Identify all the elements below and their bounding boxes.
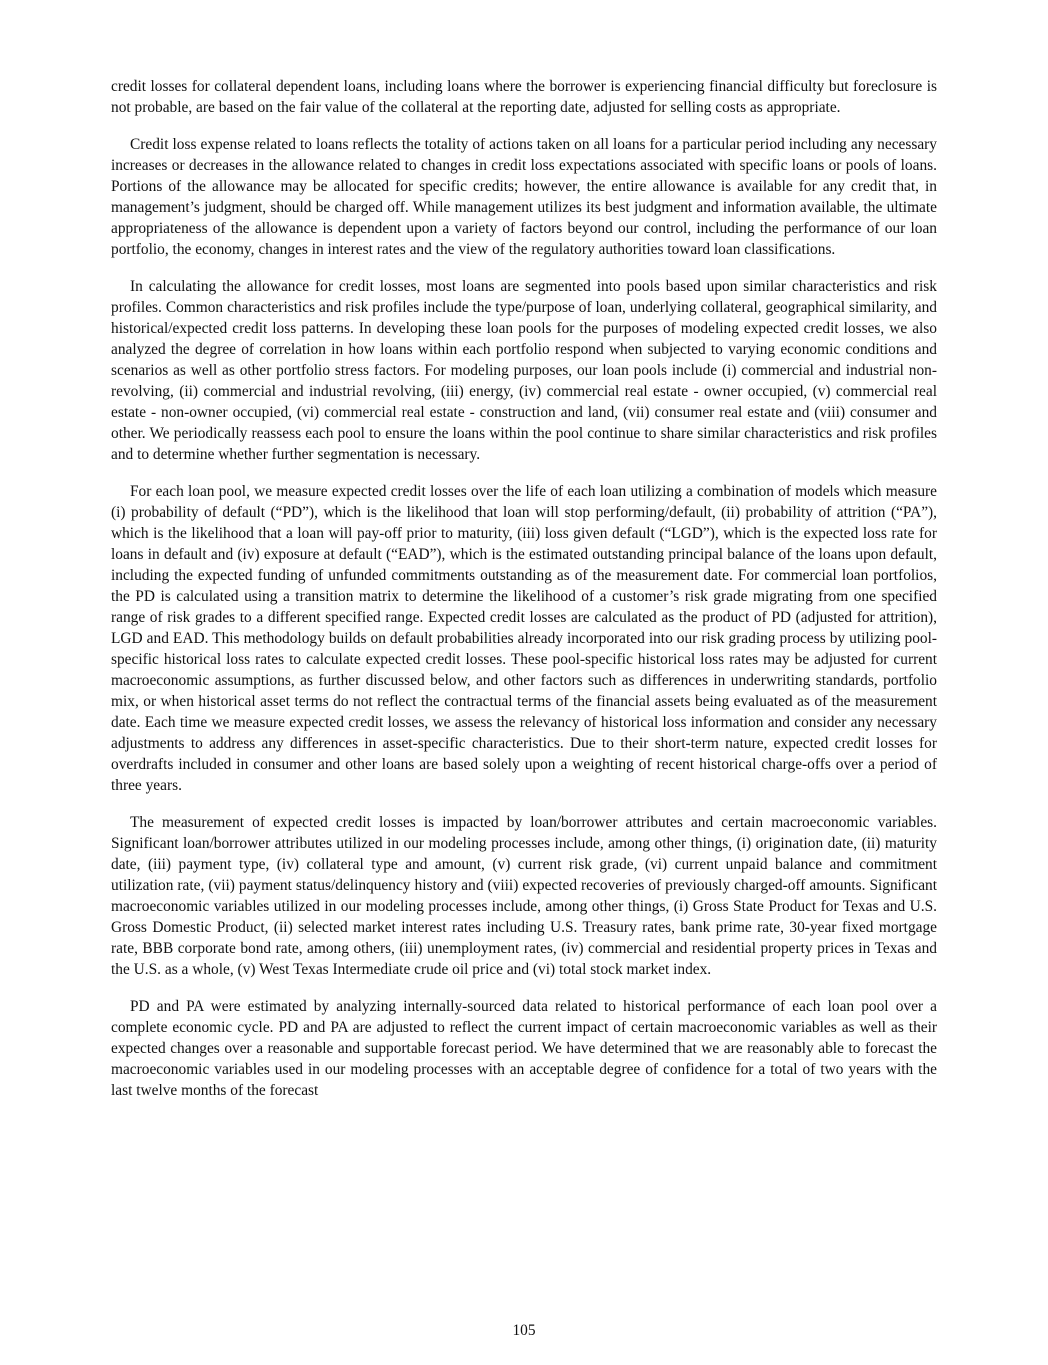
paragraph-2: Credit loss expense related to loans reflects the totality of actions taken on all loans for a particular period including any necessary increases or decreases in the allowance related to changes in credit loss expectations associated with specific loans or pools of loans. Portions of the allowance may be allocated for specific credits; however, the entire allowance is available for any credit that, in management’s judgment, should be charged off. While management utilizes its best judgment and information available, the ultimate appropriateness of the allowance is dependent upon a variety of factors beyond our control, including the performance of our loan portfolio, the economy, changes in interest rates and the view of the regulatory authorities toward loan classifications.	[111, 136, 937, 258]
paragraph-1: credit losses for collateral dependent loans, including loans where the borrower is experiencing financial difficulty but foreclosure is not probable, are based on the fair value of the collateral at the reporting date, adjusted for selling costs as appropriate.	[111, 78, 937, 116]
paragraph-5: The measurement of expected credit losses is impacted by loan/borrower attributes and certain macroeconomic variables. Significant loan/borrower attributes utilized in our modeling processes include, among other things, (i) origination date, (ii) maturity date, (iii) payment type, (iv) collateral type and amount, (v) current risk grade, (vi) current unpaid balance and commitment utilization rate, (vii) payment status/delinquency history and (viii) expected recoveries of previously charged-off amounts. Significant macroeconomic variables utilized in our modeling processes include, among other things, (i) Gross State Product for Texas and U.S. Gross Domestic Product, (ii) selected market interest rates including U.S. Treasury rates, bank prime rate, 30-year fixed mortgage rate, BBB corporate bond rate, among others, (iii) unemployment rates, (iv) commercial and residential property prices in Texas and the U.S. as a whole, (v) West Texas Intermediate crude oil price and (vi) total stock market index.	[111, 814, 937, 978]
page-number: 105	[512, 1322, 536, 1339]
paragraph-4: For each loan pool, we measure expected credit losses over the life of each loan utilizing a combination of models which measure (i) probability of default (“PD”), which is the likelihood that loan will stop performing/default, (ii) probability of attrition (“PA”), which is the likelihood that a loan will pay-off prior to maturity, (iii) loss given default (“LGD”), which is the expected loss rate for loans in default and (iv) exposure at default (“EAD”), which is the estimated outstanding principal balance of the loans upon default, including the expected funding of unfunded commitments outstanding as of the measurement date. For commercial loan portfolios, the PD is calculated using a transition matrix to determine the likelihood of a customer’s risk grade migrating from one specified range of risk grades to a different specified range. Expected credit losses are calculated as the product of PD (adjusted for attrition), LGD and EAD. This methodology builds on default probabilities already incorporated into our risk grading process by utilizing pool-specific historical loss rates to calculate expected credit losses. These pool-specific historical loss rates may be adjusted for current macroeconomic assumptions, as further discussed below, and other factors such as differences in underwriting standards, portfolio mix, or when historical asset terms do not reflect the contractual terms of the financial assets being evaluated as of the measurement date. Each time we measure expected credit losses, we assess the relevancy of historical loss information and consider any necessary adjustments to address any differences in asset-specific characteristics. Due to their short-term nature, expected credit losses for overdrafts included in consumer and other loans are based solely upon a weighting of recent historical charge-offs over a period of three years.	[111, 483, 937, 794]
paragraph-3: In calculating the allowance for credit losses, most loans are segmented into pools based upon similar characteristics and risk profiles. Common characteristics and risk profiles include the type/purpose of loan, underlying collateral, geographical similarity, and historical/expected credit loss patterns. In developing these loan pools for the purposes of modeling expected credit losses, we also analyzed the degree of correlation in how loans within each portfolio respond when subjected to varying economic conditions and scenarios as well as other portfolio stress factors. For modeling purposes, our loan pools include (i) commercial and industrial non-revolving, (ii) commercial and industrial revolving, (iii) energy, (iv) commercial real estate - owner occupied, (v) commercial real estate - non-owner occupied, (vi) commercial real estate - construction and land, (vii) consumer real estate and (viii) consumer and other. We periodically reassess each pool to ensure the loans within the pool continue to share similar characteristics and risk profiles and to determine whether further segmentation is necessary.	[111, 278, 937, 463]
paragraph-6: PD and PA were estimated by analyzing internally-sourced data related to historical performance of each loan pool over a complete economic cycle. PD and PA are adjusted to reflect the current impact of certain macroeconomic variables as well as their expected changes over a reasonable and supportable forecast period. We have determined that we are reasonably able to forecast the macroeconomic variables used in our modeling processes with an acceptable degree of confidence for a total of two years with the last twelve months of the forecast	[111, 998, 937, 1099]
document-body	[111, 76, 937, 1117]
